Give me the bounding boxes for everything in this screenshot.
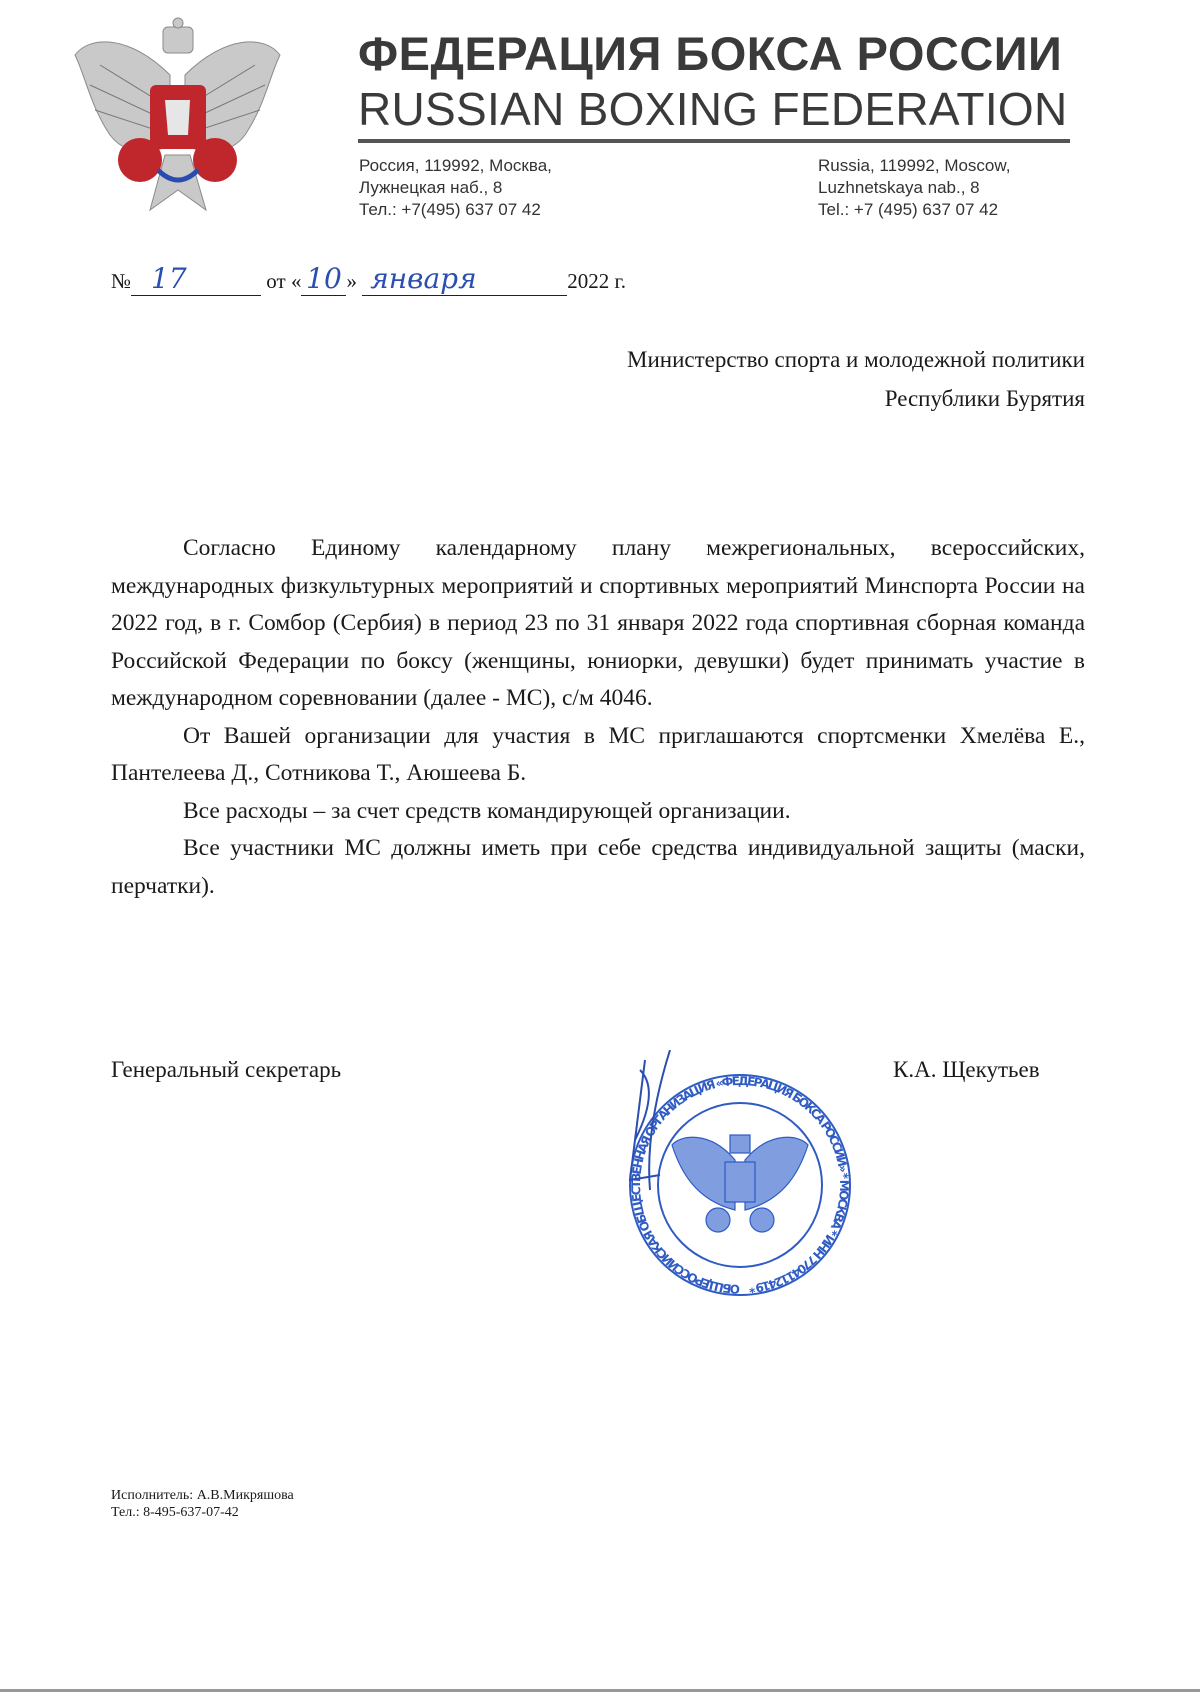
federation-title-en: RUSSIAN BOXING FEDERATION — [358, 83, 1068, 135]
body-paragraph: Все расходы – за счет средств командирующей организации. — [183, 797, 791, 824]
date-day: 10 — [301, 262, 346, 296]
address-ru-line: Россия, 119992, Москва, — [359, 156, 552, 175]
executor-name: Исполнитель: А.В.Микряшова — [111, 1488, 294, 1503]
reference-line — [111, 262, 626, 296]
executor-phone: Тел.: 8-495-637-07-42 — [111, 1505, 239, 1520]
address-en-line: Russia, 119992, Moscow, — [818, 156, 1011, 175]
address-ru — [359, 155, 552, 221]
body-paragraph: От Вашей организации для участия в МС приглашаются спортсменки Хмелёва Е., Пантелеева Д., Сотникова Т., Аюшеева Б. — [111, 722, 1085, 786]
date-month: января — [362, 262, 567, 296]
letter-number: 17 — [131, 262, 261, 296]
federation-title-ru: ФЕДЕРАЦИЯ БОКСА РОССИИ — [358, 27, 1063, 80]
date-year: 2022 г. — [567, 269, 626, 293]
address-en — [818, 155, 1010, 221]
signatory-position: Генеральный секретарь — [111, 1057, 342, 1082]
address-ru-line: Тел.: +7(495) 637 07 42 — [359, 200, 541, 219]
body-paragraph: Все участники МС должны иметь при себе средства индивидуальной защиты (маски, перчатки). — [111, 835, 1085, 899]
address-ru-line: Лужнецкая наб., 8 — [359, 178, 503, 197]
official-stamp — [600, 1050, 880, 1345]
date-from-label: от « — [266, 269, 302, 293]
date-quote: » — [346, 269, 357, 293]
scan-edge — [0, 1689, 1200, 1692]
address-en-line: Tel.: +7 (495) 637 07 42 — [818, 200, 999, 219]
executor-info — [111, 1487, 294, 1521]
body-paragraph: Согласно Единому календарному плану межрегиональных, всероссийских, международных физкультурных мероприятий и спортивных мероприятий Минспорта России на 2022 год, в г. Сомбор (Сербия) в период 23 по 31 января 2022 года спортивная сборная команда Российской Федерации по боксу (женщины, юниорки, девушки) будет принимать участие в международном соревновании (далее - МС), с/м 4046. — [111, 535, 1085, 711]
svg-text:ОБЩЕРОССИЙСКАЯ ОБЩЕСТВЕННАЯ ОР: ОБЩЕРОССИЙСКАЯ ОБЩЕСТВЕННАЯ ОРГАНИЗАЦИЯ «ФЕДЕРАЦИЯ БОКСА РОССИИ» * МОСКВА * ИНН 7704112419 * — [628, 1073, 852, 1297]
number-label: № — [111, 269, 132, 293]
recipient-line: Министерство спорта и молодежной политики — [627, 347, 1085, 372]
header-divider — [358, 139, 1070, 143]
federation-emblem — [70, 15, 285, 230]
signatory-name: К.А. Щекутьев — [893, 1057, 1040, 1082]
address-en-line: Luzhnetskaya nab., 8 — [818, 178, 980, 197]
letter-body — [111, 530, 1085, 905]
recipient-line: Республики Бурятия — [884, 386, 1085, 411]
recipient-block — [627, 340, 1085, 418]
